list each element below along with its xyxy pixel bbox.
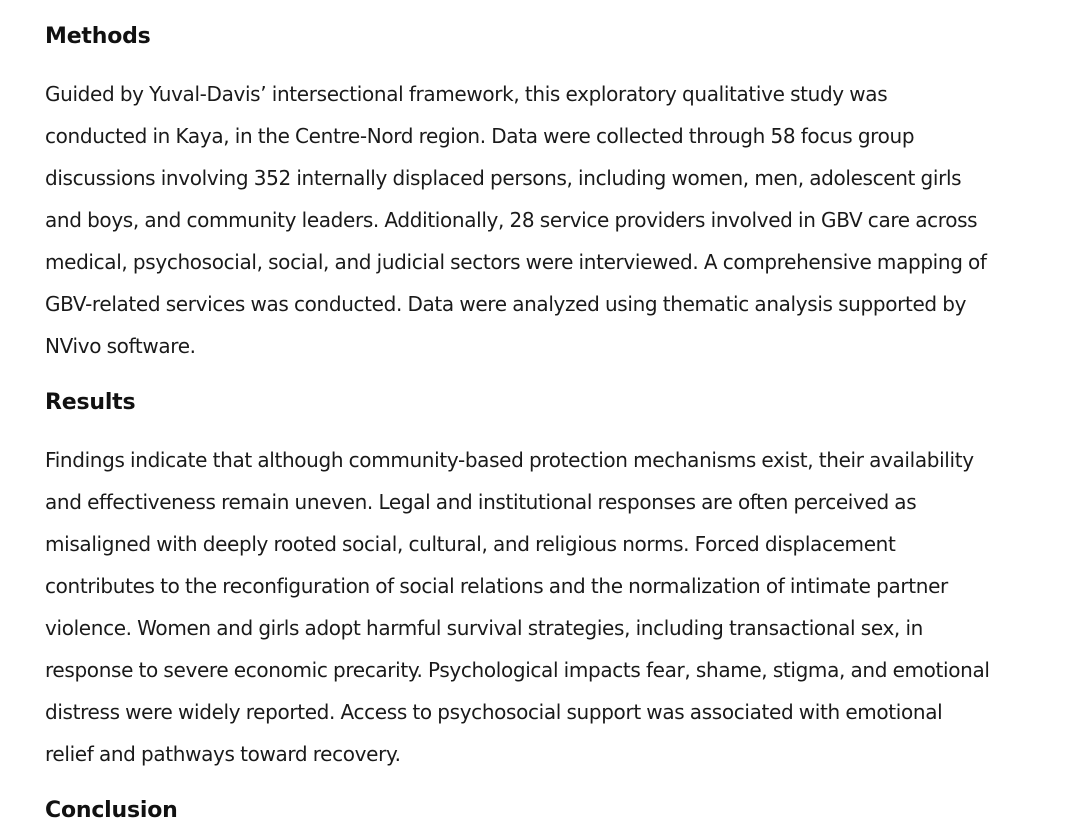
results-line-3: misaligned with deeply rooted social, cultural, and religious norms. Forced displacement xyxy=(45,532,896,556)
methods-line-5: medical, psychosocial, social, and judicial sectors were interviewed. A comprehensive mapping of xyxy=(45,250,987,274)
methods-heading: Methods xyxy=(45,24,151,49)
methods-paragraph xyxy=(45,73,1065,367)
methods-line-3: discussions involving 352 internally displaced persons, including women, men, adolescent girls xyxy=(45,166,962,190)
results-paragraph xyxy=(45,439,1065,775)
methods-line-4: and boys, and community leaders. Additionally, 28 service providers involved in GBV care across xyxy=(45,208,978,232)
conclusion-heading: Conclusion xyxy=(45,798,178,823)
results-line-8: relief and pathways toward recovery. xyxy=(45,742,401,766)
results-line-7: distress were widely reported. Access to psychosocial support was associated with emotional xyxy=(45,700,943,724)
results-line-1: Findings indicate that although community-based protection mechanisms exist, their availability xyxy=(45,448,974,472)
results-line-6: response to severe economic precarity. Psychological impacts fear, shame, stigma, and emotional xyxy=(45,658,990,682)
methods-line-7: NVivo software. xyxy=(45,334,196,358)
results-line-2: and effectiveness remain uneven. Legal and institutional responses are often perceived as xyxy=(45,490,917,514)
methods-line-1: Guided by Yuval-Davis’ intersectional framework, this exploratory qualitative study was xyxy=(45,82,888,106)
methods-line-6: GBV-related services was conducted. Data were analyzed using thematic analysis supported by xyxy=(45,292,967,316)
methods-line-2: conducted in Kaya, in the Centre-Nord region. Data were collected through 58 focus group xyxy=(45,124,915,148)
results-heading: Results xyxy=(45,390,136,415)
results-line-5: violence. Women and girls adopt harmful survival strategies, including transactional sex, in xyxy=(45,616,923,640)
results-line-4: contributes to the reconfiguration of social relations and the normalization of intimate partner xyxy=(45,574,948,598)
